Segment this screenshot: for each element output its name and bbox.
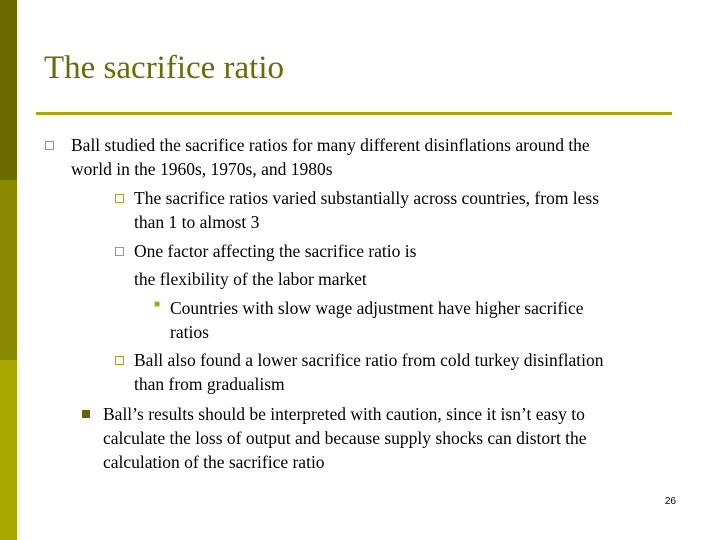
side-stripe-dark (0, 0, 17, 180)
title-underline (36, 112, 672, 115)
square-bullet-icon (115, 356, 124, 365)
small-square-bullet-icon: ■ (154, 299, 161, 310)
bullet-text: calculate the loss of output and because supply shocks can distort the (103, 428, 587, 448)
bullet-text: Ball studied the sacrifice ratios for many different disinflations around the (71, 135, 590, 155)
bullet-text: Ball’s results should be interpreted with caution, since it isn’t easy to (103, 404, 585, 424)
bullet-text: world in the 1960s, 1970s, and 1980s (71, 159, 333, 179)
square-bullet-icon (115, 194, 124, 203)
bullet-text: Ball also found a lower sacrifice ratio from cold turkey disinflation (134, 350, 604, 370)
square-bullet-icon (115, 247, 124, 256)
bullet-text: calculation of the sacrifice ratio (103, 452, 325, 472)
bullet-text: Countries with slow wage adjustment have higher sacrifice (170, 298, 584, 318)
bullet-text: ratios (170, 322, 209, 342)
side-stripe-light (0, 360, 17, 540)
bullet-text: than 1 to almost 3 (134, 212, 260, 232)
bullet-text: One factor affecting the sacrifice ratio is (134, 241, 417, 261)
page-number: 26 (664, 496, 676, 507)
side-stripe-mid (0, 180, 17, 360)
bullet-text: The sacrifice ratios varied substantially across countries, from less (134, 188, 600, 208)
bullet-text: the flexibility of the labor market (134, 269, 367, 289)
square-bullet-icon (45, 141, 54, 150)
filled-square-bullet-icon (82, 410, 90, 418)
slide-title: The sacrifice ratio (44, 50, 285, 86)
bullet-text: than from gradualism (134, 374, 285, 394)
